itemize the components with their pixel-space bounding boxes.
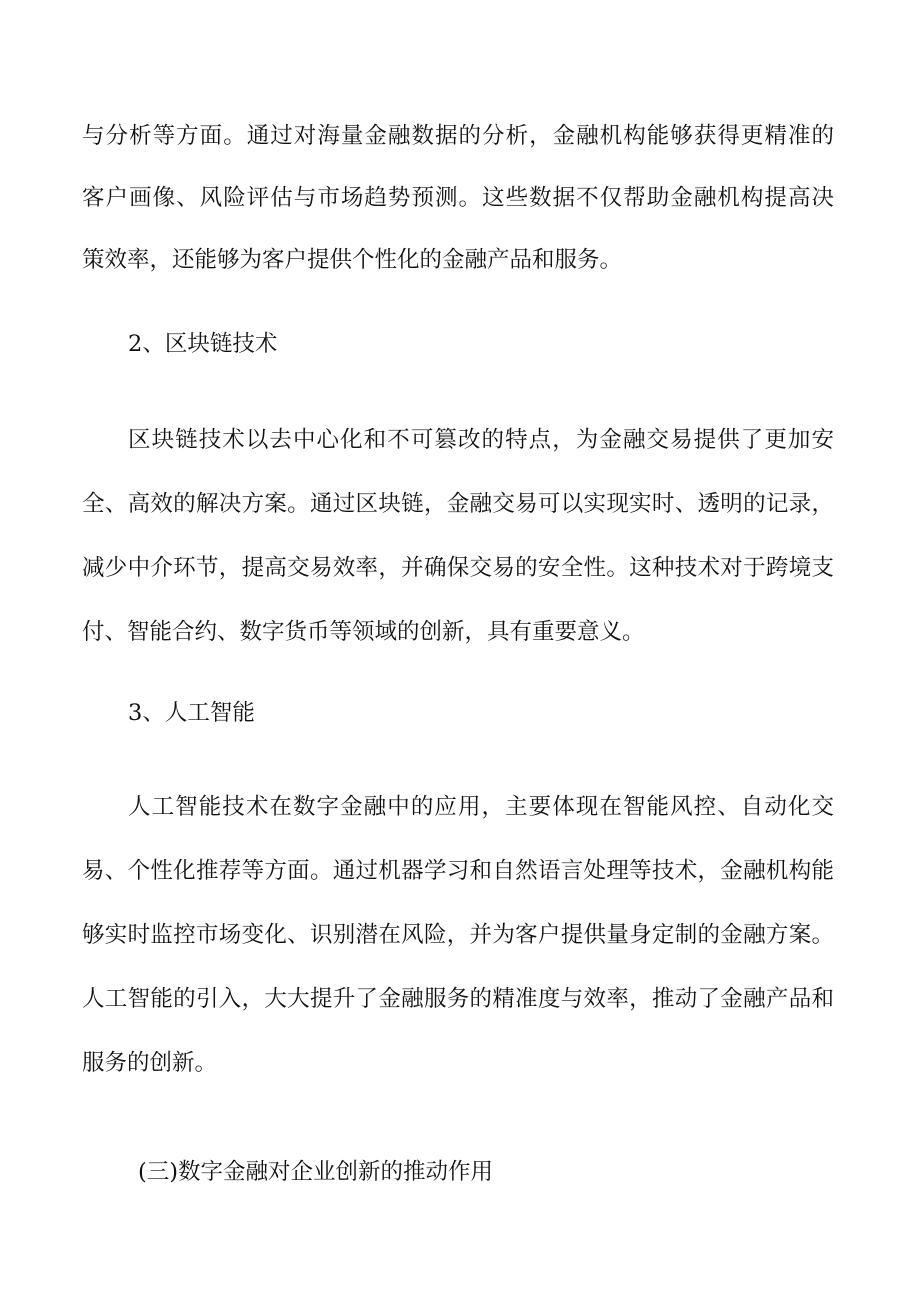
section-heading-blockchain: 2、区块链技术 bbox=[128, 331, 278, 357]
paragraph-line: 与分析等方面。通过对海量金融数据的分析，金融机构能够获得更精准的 bbox=[82, 123, 834, 149]
paragraph-line: 人工智能的引入，大大提升了金融服务的精准度与效率，推动了金融产品和 bbox=[82, 986, 834, 1012]
paragraph-line: 全、高效的解决方案。通过区块链，金融交易可以实现实时、透明的记录， bbox=[82, 491, 834, 517]
paragraph-line: 够实时监控市场变化、识别潜在风险，并为客户提供量身定制的金融方案。 bbox=[82, 922, 834, 948]
paragraph-line: 策效率，还能够为客户提供个性化的金融产品和服务。 bbox=[82, 247, 623, 273]
paragraph-line: 付、智能合约、数字货币等领域的创新，具有重要意义。 bbox=[82, 619, 645, 645]
paragraph-line: 人工智能技术在数字金融中的应用，主要体现在智能风控、自动化交 bbox=[128, 794, 834, 820]
paragraph-line: 服务的创新。 bbox=[82, 1050, 218, 1076]
section-heading-three: (三)数字金融对企业创新的推动作用 bbox=[138, 1159, 494, 1185]
paragraph-line: 易、个性化推荐等方面。通过机器学习和自然语言处理等技术，金融机构能 bbox=[82, 858, 834, 884]
paragraph-line: 区块链技术以去中心化和不可篡改的特点，为金融交易提供了更加安 bbox=[128, 427, 834, 453]
section-heading-ai: 3、人工智能 bbox=[128, 700, 255, 726]
paragraph-line: 减少中介环节，提高交易效率，并确保交易的安全性。这种技术对于跨境支 bbox=[82, 555, 834, 581]
paragraph-line: 客户画像、风险评估与市场趋势预测。这些数据不仅帮助金融机构提高决 bbox=[82, 185, 834, 211]
